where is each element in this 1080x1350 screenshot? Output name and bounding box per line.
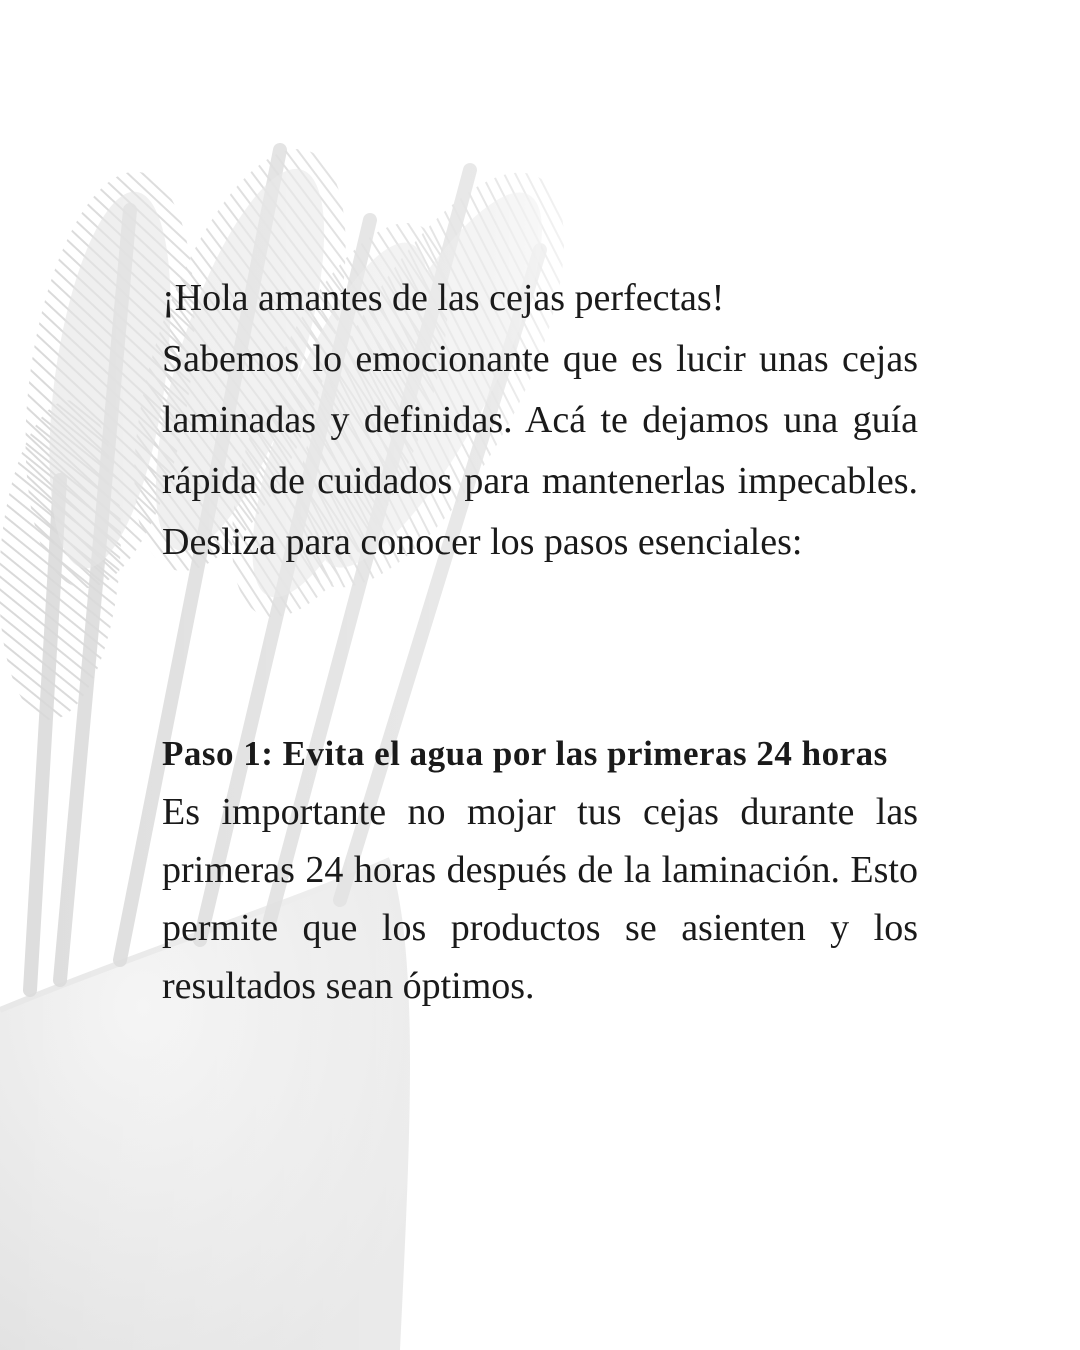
intro-greeting: ¡Hola amantes de las cejas perfectas! — [162, 277, 725, 319]
intro-text: Sabemos lo emocionante que es lucir unas cejas laminadas y definidas. Acá te dejamos una guía rápida de cuidados para mantenerlas impecables. Desliza para conocer los pasos esenciales: — [162, 338, 918, 563]
post-text-content — [162, 268, 918, 1015]
step-body: Es importante no mojar tus cejas durante las primeras 24 horas después de la laminación. Esto permite que los productos se asienten y los resultados sean óptimos. — [162, 791, 918, 1007]
intro-paragraph — [162, 268, 918, 573]
step-title: Paso 1: Evita el agua por las primeras 24 horas — [162, 734, 888, 773]
